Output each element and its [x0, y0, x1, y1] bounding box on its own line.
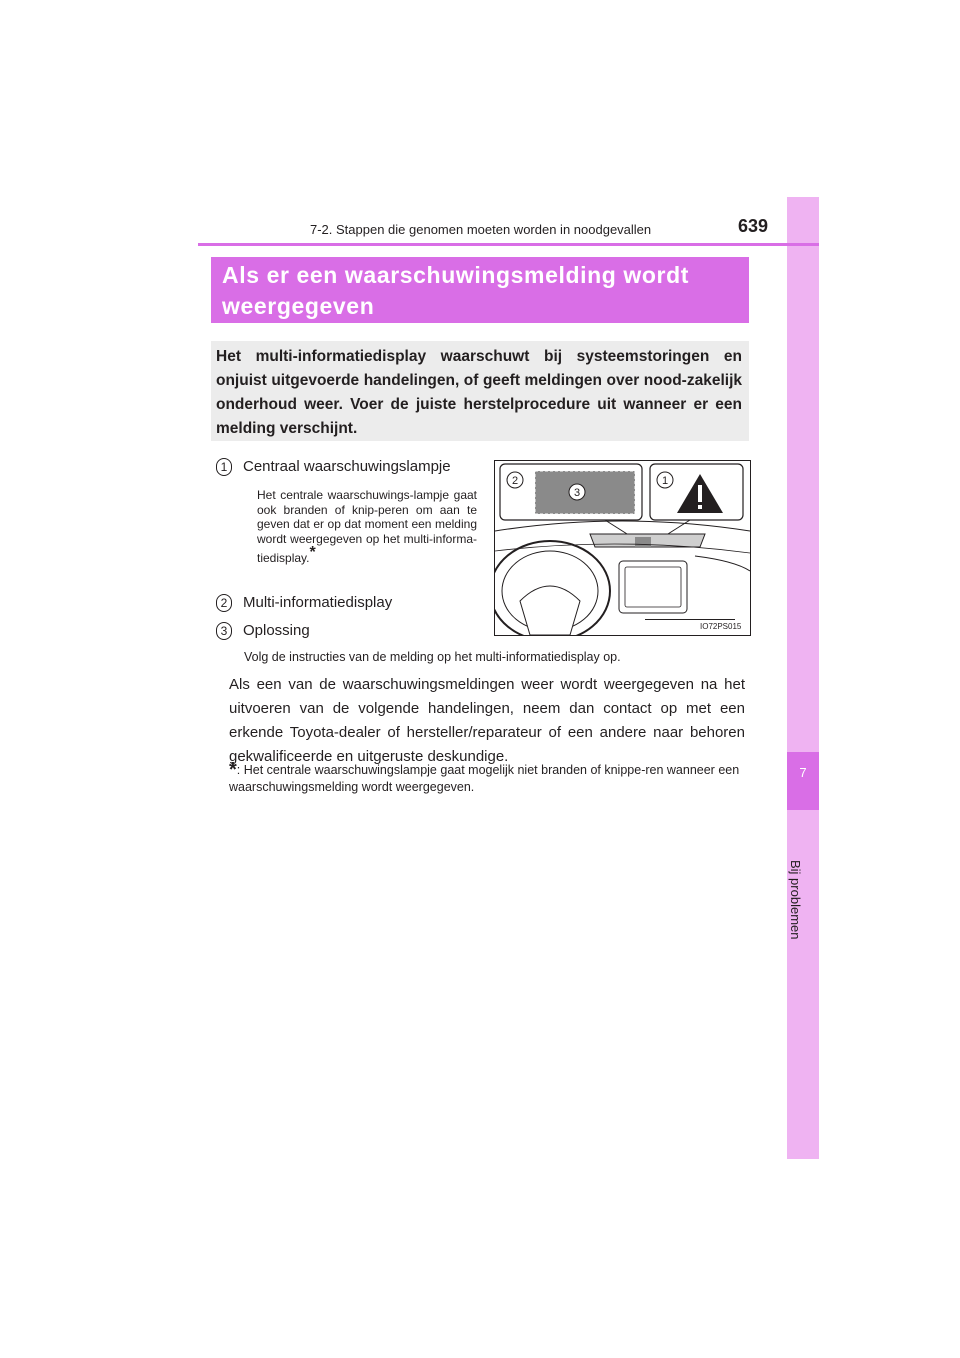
chapter-label: Bij problemen [788, 860, 803, 940]
footnote [229, 759, 745, 796]
item-badge-1: 1 [216, 458, 232, 476]
header-rule [198, 243, 819, 246]
item-description-1 [257, 488, 477, 566]
item-label-2: Multi-informatiedisplay [243, 594, 393, 611]
item-description-1-text: Het centrale waarschuwings-lampje gaat ook branden of knip-peren om aan te geven dat er op dat moment een melding wordt weergegeven op het multi-informa-tiedisplay. [257, 488, 477, 565]
body-paragraph: Als een van de waarschuwingsmeldingen weer wordt weergegeven na het uitvoeren van de volgende handelingen, neem dan contact op met een erkende Toyota-dealer of hersteller/reparateur of een andere naar behoren gekwalificeerde en uitgeruste deskundige. [229, 676, 745, 765]
dashboard-illustration [494, 460, 751, 636]
item-description-3: Volg de instructies van de melding op het multi-informatiedisplay op. [244, 650, 621, 664]
callout-2: 2 [511, 475, 519, 487]
chapter-tab-active[interactable] [787, 752, 819, 810]
item-label-3: Oplossing [243, 622, 310, 639]
running-header: 7-2. Stappen die genomen moeten worden in noodgevallen [310, 222, 652, 237]
item-label-1: Centraal waarschuwingslampje [243, 458, 451, 475]
item-badge-2: 2 [216, 594, 232, 612]
illustration-code: IO72PS015 [700, 622, 742, 631]
center-screen [619, 561, 687, 613]
chapter-tab-strip [787, 197, 819, 1159]
dashboard-drawing [495, 461, 750, 635]
footnote-ref: * [309, 544, 316, 561]
warning-exclamation-icon [698, 485, 702, 502]
footnote-text: : Het centrale waarschuwingslampje gaat mogelijk niet branden of knippe-ren wanneer een waarschuwingsmelding wordt weergegeven. [229, 763, 740, 794]
callout-1: 1 [661, 475, 669, 487]
footnote-marker: * [229, 759, 237, 781]
section-title: Als er een waarschuwingsmelding wordt weergegeven [222, 262, 689, 319]
chapter-number: 7 [799, 765, 807, 780]
item-badge-3: 3 [216, 622, 232, 640]
callout-3: 3 [573, 487, 581, 499]
dashboard-outline [495, 521, 750, 531]
intro-text: Het multi-informatiedisplay waarschuwt bij systeemstoringen en onjuist uitgevoerde handelingen, of geeft meldingen over nood-zakelijk onderhoud weer. Voer de juiste herstelprocedure uit wanneer er een melding verschijnt. [216, 348, 742, 437]
page-number: 639 [738, 216, 769, 236]
